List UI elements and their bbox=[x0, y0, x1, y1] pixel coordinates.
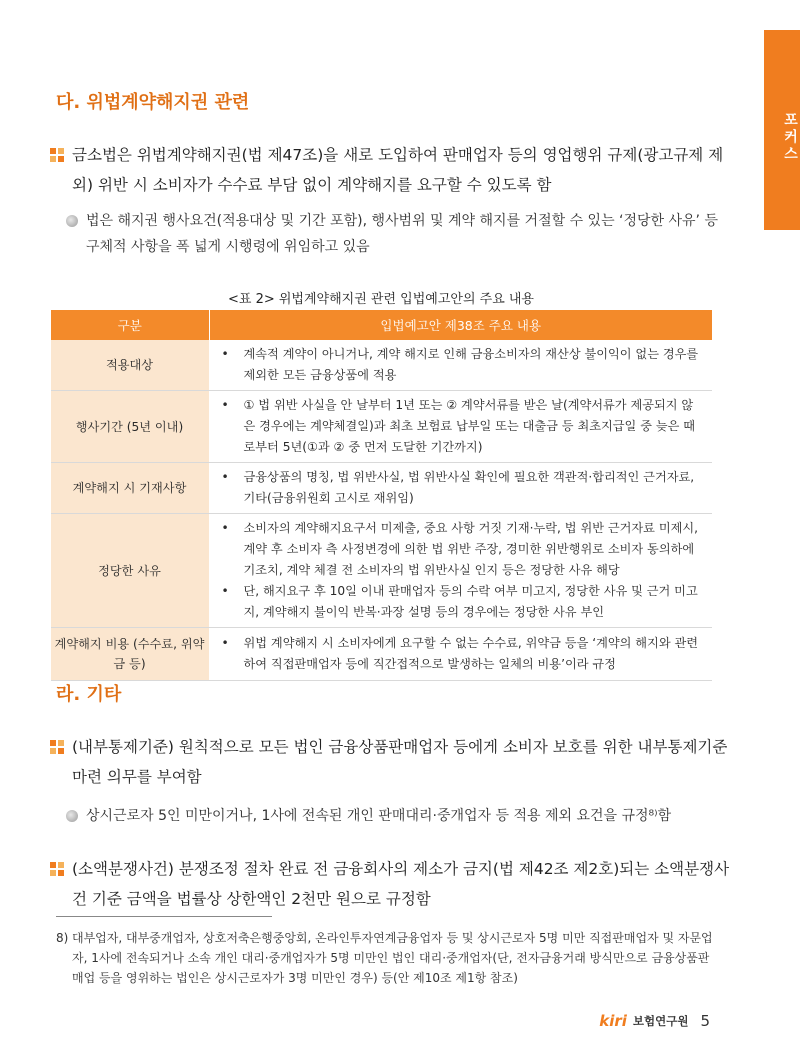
circle-bullet-icon bbox=[66, 215, 78, 227]
page-footer bbox=[599, 1012, 710, 1030]
provisions-table bbox=[50, 310, 712, 681]
footnote-text: 대부업자, 대부중개업자, 상호저축은행중앙회, 온라인투자연계금융업자 등 및 상시근로자 5명 미만 직접판매업자 및 자문업자, 1사에 전속되거나 소속 개인 대리·중개업자가 5명 미만인 법인 대리·중개업자(단, 전자금융거래 방식만으로 금융상품판매업 등을 영위하는 법인은 상시근로자가 3명 미만인 경우) 등(안 제10조 제1항 참조) bbox=[72, 931, 713, 985]
table-row-item: • 금융상품의 명칭, 법 위반사실, 법 위반사실 확인에 필요한 객관적·합리적인 근거자료, 기타(금융위원회 고시로 재위임) bbox=[220, 467, 705, 509]
table-row-category: 계약해지 비용 (수수료, 위약금 등) bbox=[51, 628, 210, 681]
sub-bullet-text: 법은 해지권 행사요건(적용대상 및 기간 포함), 행사범위 및 계약 해지를 거절할 수 있는 ‘정당한 사유’ 등 구체적 사항을 폭 넓게 시행령에 위임하고 있음 bbox=[86, 213, 718, 255]
page-number: 5 bbox=[700, 1012, 710, 1030]
table-row-item: • ① 법 위반 사실을 안 날부터 1년 또는 ② 계약서류를 받은 날(계약서류가 제공되지 않은 경우에는 계약체결일)과 최초 보험료 납부일 또는 대출금 등 최초지급일 중 늦은 때로부터 5년(①과 ② 중 먼저 도달한 기간까지) bbox=[220, 395, 705, 458]
table-row-item: • 단, 해지요구 후 10일 이내 판매업자 등의 수락 여부 미고지, 정당한 사유 및 근거 미고지, 계약해지 불이익 반복·과장 설명 등의 경우에는 정당한 사유 부인 bbox=[220, 581, 705, 623]
main-bullet-text: (소액분쟁사건) 분쟁조정 절차 완료 전 금융회사의 제소가 금지(법 제42조 제2호)되는 소액분쟁사건 기준 금액을 법률상 상한액인 2천만 원으로 규정함 bbox=[72, 860, 730, 908]
circle-bullet-icon bbox=[66, 810, 78, 822]
footnote-number: 8) bbox=[56, 931, 69, 945]
sub-bullet-da bbox=[66, 208, 730, 260]
side-tab-label: 포커스 bbox=[782, 111, 798, 163]
table-row-category: 정당한 사유 bbox=[51, 514, 210, 628]
section-side-tab bbox=[764, 30, 800, 230]
table-row-content bbox=[209, 463, 712, 514]
table-row-content bbox=[209, 628, 712, 681]
square-bullet-icon bbox=[50, 862, 64, 876]
table-row-item: • 소비자의 계약해지요구서 미제출, 중요 사항 거짓 기재·누락, 법 위반 근거자료 미제시, 계약 후 소비자 측 사정변경에 의한 법 위반 주장, 경미한 위반행위로 소비자 동의하에 기조치, 계약 체결 전 소비자의 법 위반사실 인지 등은 정당한 사유 해당 bbox=[220, 518, 705, 581]
table-row bbox=[51, 391, 713, 463]
table-row-category: 적용대상 bbox=[51, 340, 210, 391]
square-bullet-icon bbox=[50, 148, 64, 162]
table-row-content bbox=[209, 391, 712, 463]
main-bullet-internal-control bbox=[50, 732, 730, 792]
section-title-ra: 라. 기타 bbox=[56, 684, 122, 705]
main-bullet-text: (내부통제기준) 원칙적으로 모든 법인 금융상품판매업자 등에게 소비자 보호를 위한 내부통제기준 마련 의무를 부여함 bbox=[72, 738, 728, 786]
main-bullet-text: 금소법은 위법계약해지권(법 제47조)을 새로 도입하여 판매업자 등의 영업행위 규제(광고규제 제외) 위반 시 소비자가 수수료 부담 없이 계약해지를 요구할 수 있도록 함 bbox=[72, 146, 724, 194]
table-row bbox=[51, 463, 713, 514]
square-bullet-icon bbox=[50, 740, 64, 754]
main-bullet-small-dispute bbox=[50, 854, 730, 914]
org-name: 보험연구원 bbox=[632, 1014, 689, 1028]
table-header-content: 입법예고안 제38조 주요 내용 bbox=[209, 310, 712, 340]
table-row bbox=[51, 340, 713, 391]
footnote bbox=[56, 928, 716, 988]
table-header-row bbox=[51, 310, 713, 340]
table-row bbox=[51, 628, 713, 681]
table-row-item: • 계속적 계약이 아니거나, 계약 해지로 인해 금융소비자의 재산상 불이익이 없는 경우를 제외한 모든 금융상품에 적용 bbox=[220, 344, 705, 386]
main-bullet-da bbox=[50, 140, 730, 200]
footnote-divider bbox=[56, 916, 272, 917]
table-caption: <표 2> 위법계약해지권 관련 입법예고안의 주요 내용 bbox=[227, 292, 534, 307]
table-row-category: 계약해지 시 기재사항 bbox=[51, 463, 210, 514]
kiri-logo: kiri bbox=[599, 1012, 627, 1030]
table-row-item: • 위법 계약해지 시 소비자에게 요구할 수 없는 수수료, 위약금 등을 ‘계약의 해지와 관련하여 직접판매업자 등에 직간접적으로 발생하는 일체의 비용’이라 규정 bbox=[220, 633, 705, 675]
table-row-content bbox=[209, 514, 712, 628]
table-row bbox=[51, 514, 713, 628]
table-row-content bbox=[209, 340, 712, 391]
sub-bullet-ra bbox=[66, 803, 730, 829]
table-row-category: 행사기간 (5년 이내) bbox=[51, 391, 210, 463]
table-header-category: 구분 bbox=[51, 310, 210, 340]
sub-bullet-text: 상시근로자 5인 미만이거나, 1사에 전속된 개인 판매대리·중개업자 등 적용 제외 요건을 규정⁸⁾함 bbox=[86, 808, 672, 824]
section-title-da: 다. 위법계약해지권 관련 bbox=[56, 92, 250, 113]
